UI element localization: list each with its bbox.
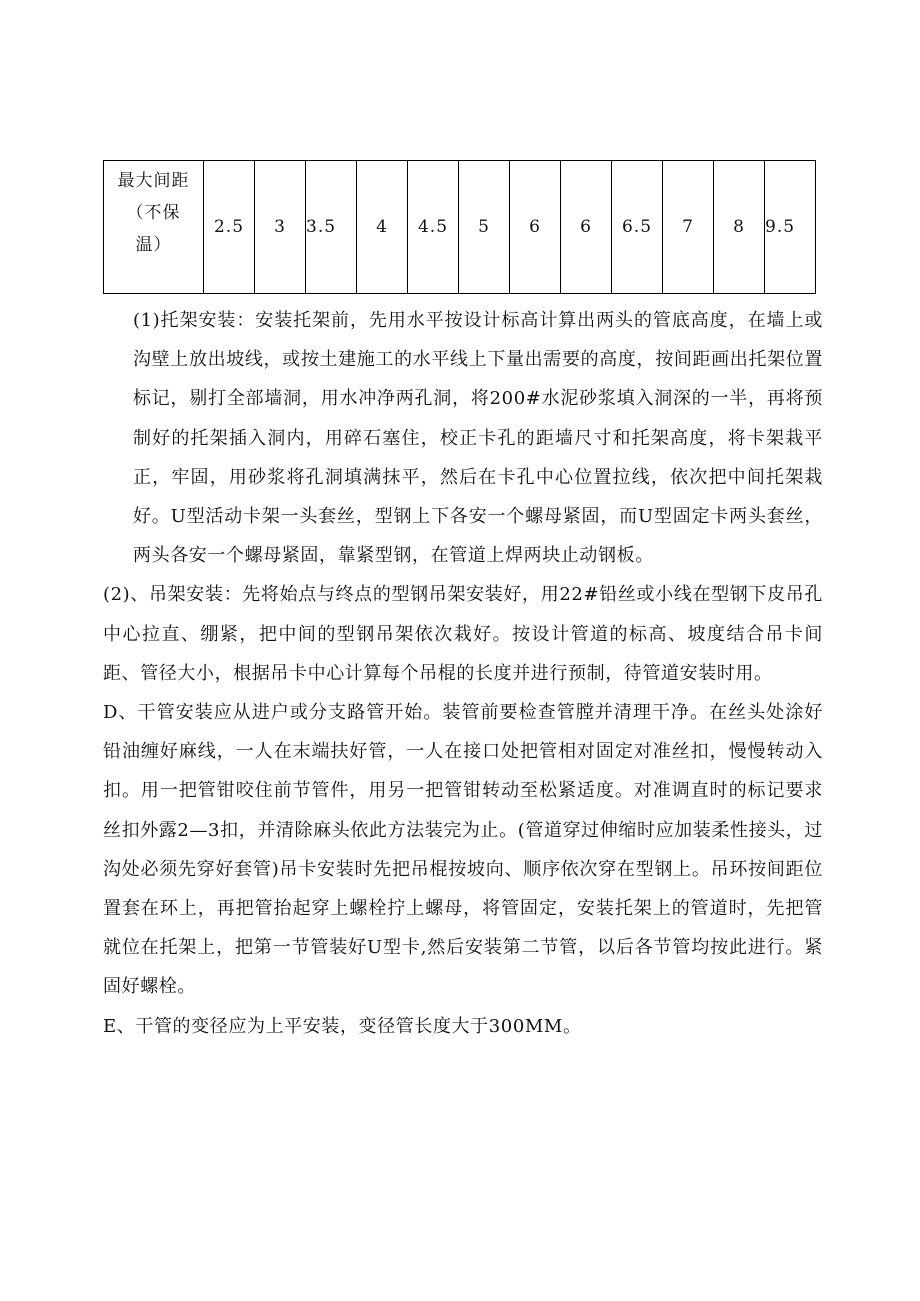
header-line: 温） bbox=[135, 235, 172, 255]
table-cell: 6.5 bbox=[612, 161, 663, 294]
table-cell: 3.5 bbox=[306, 161, 357, 294]
table-cell: 6 bbox=[510, 161, 561, 294]
paragraph-main-pipe-install: D、干管安装应从进户或分支路管开始。装管前要检查管膛并清理干净。在丝头处涂好铅油缠好麻线，一人在末端扶好管，一人在接口处把管相对固定对准丝扣，慢慢转动入扣。用一把管钳咬住前节管件，用另一把管钳转动至松紧适度。对准调直时的标记要求丝扣外露2—3扣，并清除麻头依此方法装完为止。(管道穿过伸缩时应加装柔性接头，过沟处必须先穿好套管)吊卡安装时先把吊棍按坡向、顺序依次穿在型钢上。吊环按间距位置套在环上，再把管抬起穿上螺栓拧上螺母，将管固定，安装托架上的管道时，先把管就位在托架上，把第一节管装好U型卡,然后安装第二节管，以后各节管均按此进行。紧固好螺栓。 bbox=[103, 702, 823, 998]
table-cell: 4.5 bbox=[408, 161, 459, 294]
spacing-table-container bbox=[103, 160, 816, 294]
table-cell: 7 bbox=[663, 161, 714, 294]
paragraph-hanger-install: (2)、吊架安装：先将始点与终点的型钢吊架安装好，用22#铅丝或小线在型钢下皮吊孔中心拉直、绷紧，把中间的型钢吊架依次栽好。按设计管道的标高、坡度结合吊卡间距、管径大小，根据吊卡中心计算每个吊棍的长度并进行预制，待管道安装时用。 bbox=[103, 584, 823, 684]
max-spacing-table bbox=[103, 160, 816, 294]
table-cell: 3 bbox=[255, 161, 306, 294]
document-body bbox=[103, 301, 823, 1046]
table-cell: 8 bbox=[714, 161, 765, 294]
paragraph-reducer: E、干管的变径应为上平安装，变径管长度大于300MM。 bbox=[103, 1015, 582, 1037]
table-cell: 6 bbox=[561, 161, 612, 294]
table-header-cell bbox=[104, 161, 204, 294]
table-cell: 2.5 bbox=[204, 161, 255, 294]
table-row bbox=[104, 161, 816, 294]
header-line: （不保 bbox=[126, 203, 181, 223]
table-cell: 5 bbox=[459, 161, 510, 294]
table-cell: 9.5 bbox=[765, 161, 816, 294]
header-line: 最大间距 bbox=[117, 171, 190, 191]
table-cell: 4 bbox=[357, 161, 408, 294]
paragraph-bracket-install: (1)托架安装：安装托架前，先用水平按设计标高计算出两头的管底高度，在墙上或沟壁上放出坡线，或按土建施工的水平线上下量出需要的高度，按间距画出托架位置标记，剔打全部墙洞，用水冲净两孔洞，将200#水泥砂浆填入洞深的一半，再将预制好的托架插入洞内，用碎石塞住，校正卡孔的距墙尺寸和托架高度，将卡架栽平正，牢固，用砂浆将孔洞填满抹平，然后在卡孔中心位置拉线，依次把中间托架栽好。U型活动卡架一头套丝，型钢上下各安一个螺母紧固，而U型固定卡两头套丝，两头各安一个螺母紧固，靠紧型钢，在管道上焊两块止动钢板。 bbox=[133, 310, 823, 567]
